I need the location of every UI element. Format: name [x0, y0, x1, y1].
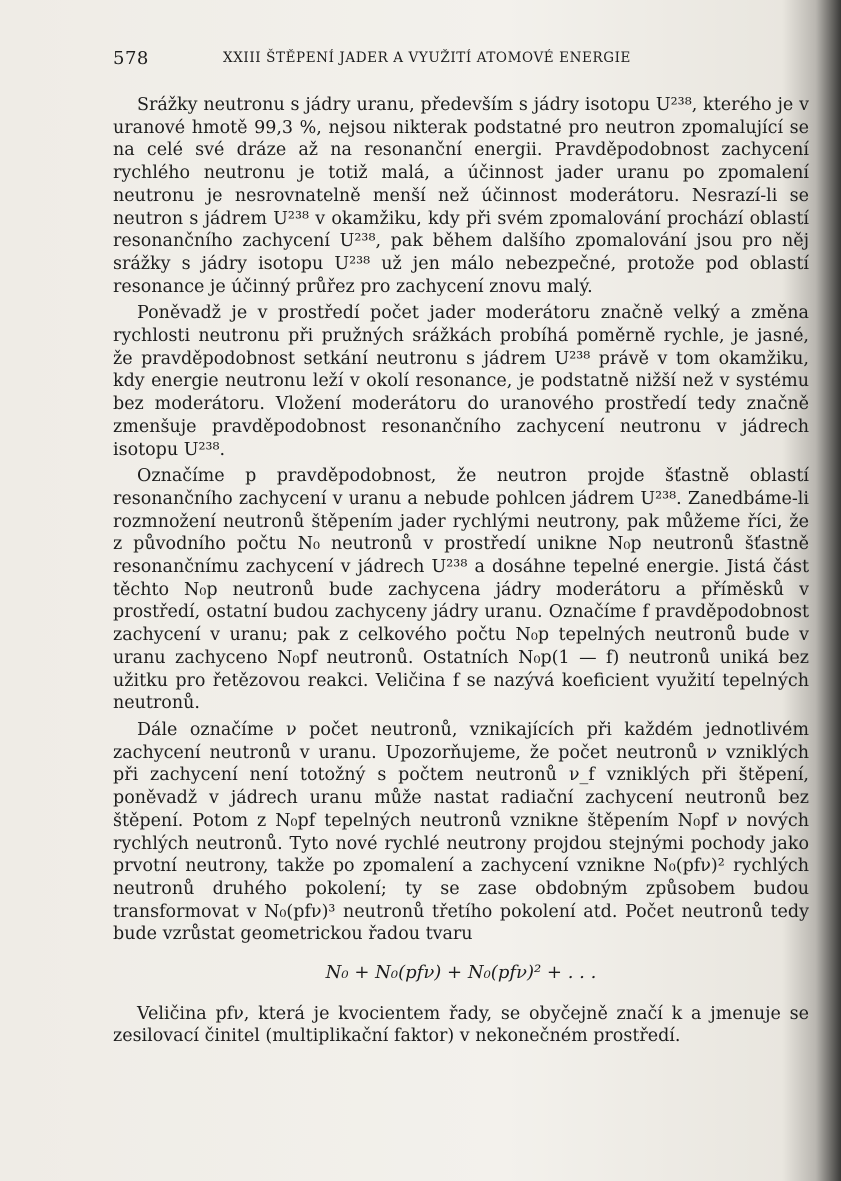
paragraph-1: Srážky neutronu s jádry uranu, především s jádry isotopu U²³⁸, kterého je v uranové hmotě 99,3 %, nejsou nikterak podstatné pro neutron zpomalující se na celé své dráze až na resonanční energii. Pravděpodobnost zachycení rychlého neutronu je totiž malá, a účinnost jader uranu po zpomalení neutronu je nesrovnatelně menší než účinnost moderátoru. Nesrazí-li se neutron s jádrem U²³⁸ v okamžiku, kdy při svém zpomalování prochází oblastí resonančního zachycení U²³⁸, pak během dalšího zpomalování jsou pro něj srážky s jádry isotopu U²³⁸ už jen málo nebezpečné, protože pod oblastí resonance je účinný průřez pro zachycení znovu malý. [113, 95, 809, 297]
paragraph-2: Poněvadž je v prostředí počet jader moderátoru značně velký a změna rychlosti neutronu při pružných srážkách probíhá poměrně rychle, je jasné, že pravděpodobnost setkání neutronu s jádrem U²³⁸ právě v tom okamžiku, kdy energie neutronu leží v okolí resonance, je podstatně nižší než v systému bez moderátoru. Vložení moderátoru do uranového prostředí tedy značně zmenšuje pravděpodobnost resonančního zachycení neutronu v jádrech isotopu U²³⁸. [113, 303, 809, 460]
page-header [113, 48, 713, 72]
paragraph-5: Veličina pfν, která je kvocientem řady, se obyčejně značí k a jmenuje se zesilovací činitel (multiplikační faktor) v nekonečném prostředí. [113, 1003, 809, 1047]
geometric-series-formula: N₀ + N₀(pfν) + N₀(pfν)² + . . . [325, 962, 597, 984]
paragraph-3: Označíme p pravděpodobnost, že neutron projde šťastně oblastí resonančního zachycení v uranu a nebude pohlcen jádrem U²³⁸. Zanedbáme-li rozmnožení neutronů štěpením jader rychlými neutrony, pak můžeme říci, že z původního počtu N₀ neutronů v prostředí unikne N₀p neutronů šťastně resonančnímu zachycení v jádrech U²³⁸ a dosáhne tepelné energie. Jistá část těchto N₀p neutronů bude zachycena jádry moderátoru a příměsků v prostředí, ostatní budou zachyceny jádry uranu. Označíme f pravděpodobnost zachycení v uranu; pak z celkového počtu N₀p tepelných neutronů bude v uranu zachyceno N₀pf neutronů. Ostatních N₀p(1 — f) neutronů uniká bez užitku pro řetězovou reakci. Veličina f se nazývá koeficient využití tepelných neutronů. [113, 466, 809, 714]
chapter-title: XXIII ŠTĚPENÍ JADER A VYUŽITÍ ATOMOVÉ ENERGIE [223, 50, 631, 66]
page-body [113, 94, 809, 1052]
page-number: 578 [113, 48, 149, 69]
paragraph-4: Dále označíme ν počet neutronů, vznikajících při každém jednotlivém zachycení neutronů v uranu. Upozorňujeme, že počet neutronů ν vzniklých při zachycení není totožný s počtem neutronů ν_f vzniklých při štěpení, poněvadž v jádrech uranu může nastat radiační zachycení neutronů bez štěpení. Potom z N₀pf tepelných neutronů vznikne štěpením N₀pf ν nových rychlých neutronů. Tyto nové rychlé neutrony projdou stejnými pochody jako prvotní neutrony, takže po zpomalení a zachycení vznikne N₀(pfν)² rychlých neutronů druhého pokolení; ty se zase obdobným způsobem budou transformovat v N₀(pfν)³ neutronů třetího pokolení atd. Počet neutronů tedy bude vzrůstat geometrickou řadou tvaru [113, 719, 809, 945]
